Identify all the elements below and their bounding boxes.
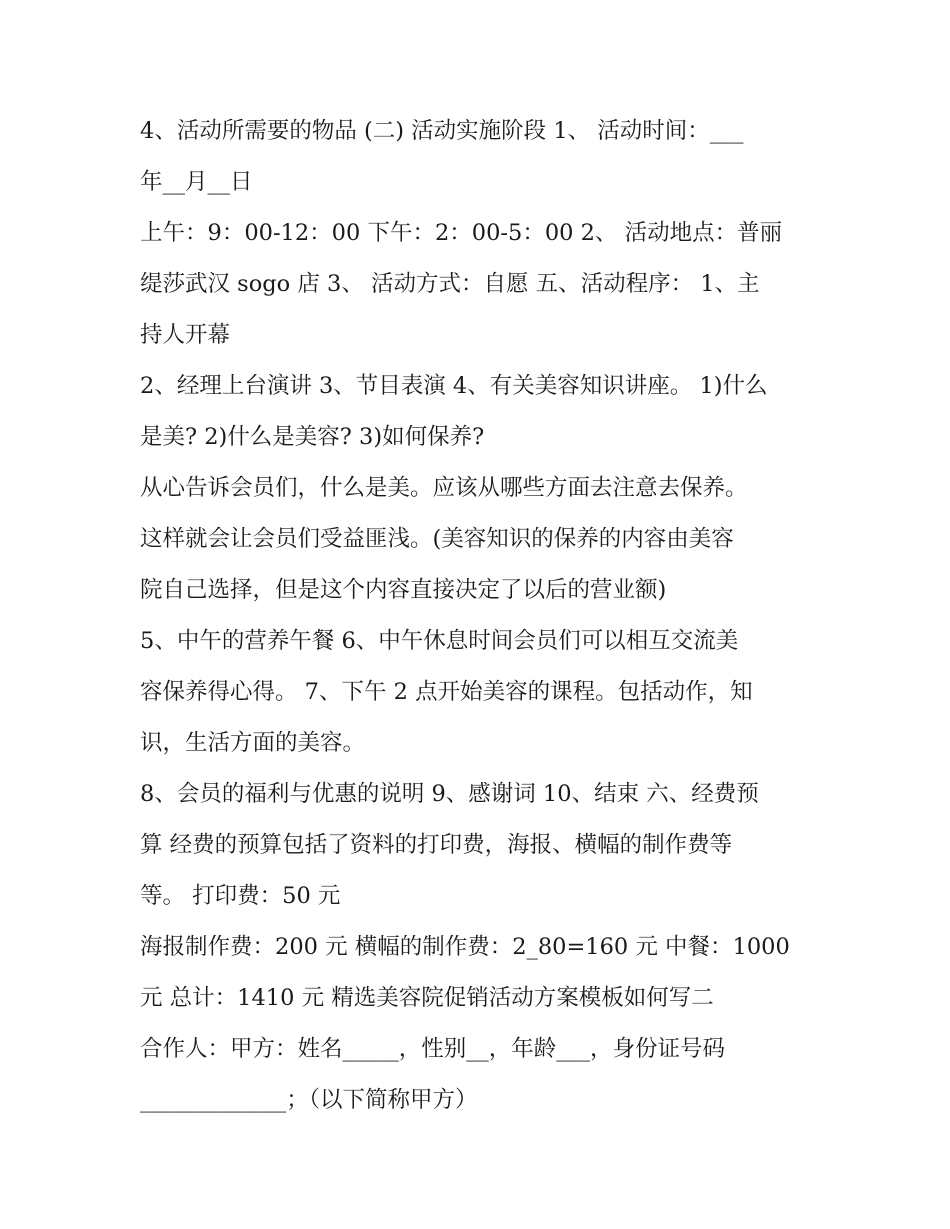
text-line: 容保养得心得。 7、下午 2 点开始美容的课程。包括动作，知 [140, 679, 753, 705]
text-line: _____________；（以下简称甲方） [140, 1087, 478, 1113]
text-line: 合作人：甲方：姓名_____，性别__，年龄___，身份证号码 [140, 1036, 726, 1062]
text-line: 算 经费的预算包括了资料的打印费，海报、横幅的制作费等 [140, 832, 733, 858]
text-line: 持人开幕 [140, 322, 231, 348]
text-line: 海报制作费：200 元 横幅的制作费：2_80=160 元 中餐：1000 [140, 934, 790, 960]
text-line: 这样就会让会员们受益匪浅。(美容知识的保养的内容由美容 [140, 526, 734, 552]
text-line: 年__月__日 [140, 169, 253, 195]
text-line: 元 总计：1410 元 精选美容院促销活动方案模板如何写二 [140, 985, 714, 1011]
text-line: 从心告诉会员们，什么是美。应该从哪些方面去注意去保养。 [140, 475, 748, 501]
text-line: 是美? 2)什么是美容? 3)如何保养? [140, 424, 485, 450]
text-line: 2、经理上台演讲 3、节目表演 4、有关美容知识讲座。 1)什么 [140, 373, 768, 399]
document-body [140, 106, 820, 1126]
text-line: 院自己选择，但是这个内容直接决定了以后的营业额) [140, 577, 667, 603]
text-line: 8、会员的福利与优惠的说明 9、感谢词 10、结束 六、经费预 [140, 781, 759, 807]
text-line: 上午：9：00-12：00 下午：2：00-5：00 2、 活动地点：普丽 [140, 220, 783, 246]
text-line: 5、中午的营养午餐 6、中午休息时间会员们可以相互交流美 [140, 628, 739, 654]
text-line: 等。 打印费：50 元 [140, 883, 341, 909]
text-line: 缇莎武汉 sogo 店 3、 活动方式：自愿 五、活动程序： 1、主 [140, 271, 760, 297]
text-line: 识，生活方面的美容。 [140, 730, 366, 756]
text-line: 4、活动所需要的物品 (二) 活动实施阶段 1、 活动时间：___ [140, 118, 744, 144]
